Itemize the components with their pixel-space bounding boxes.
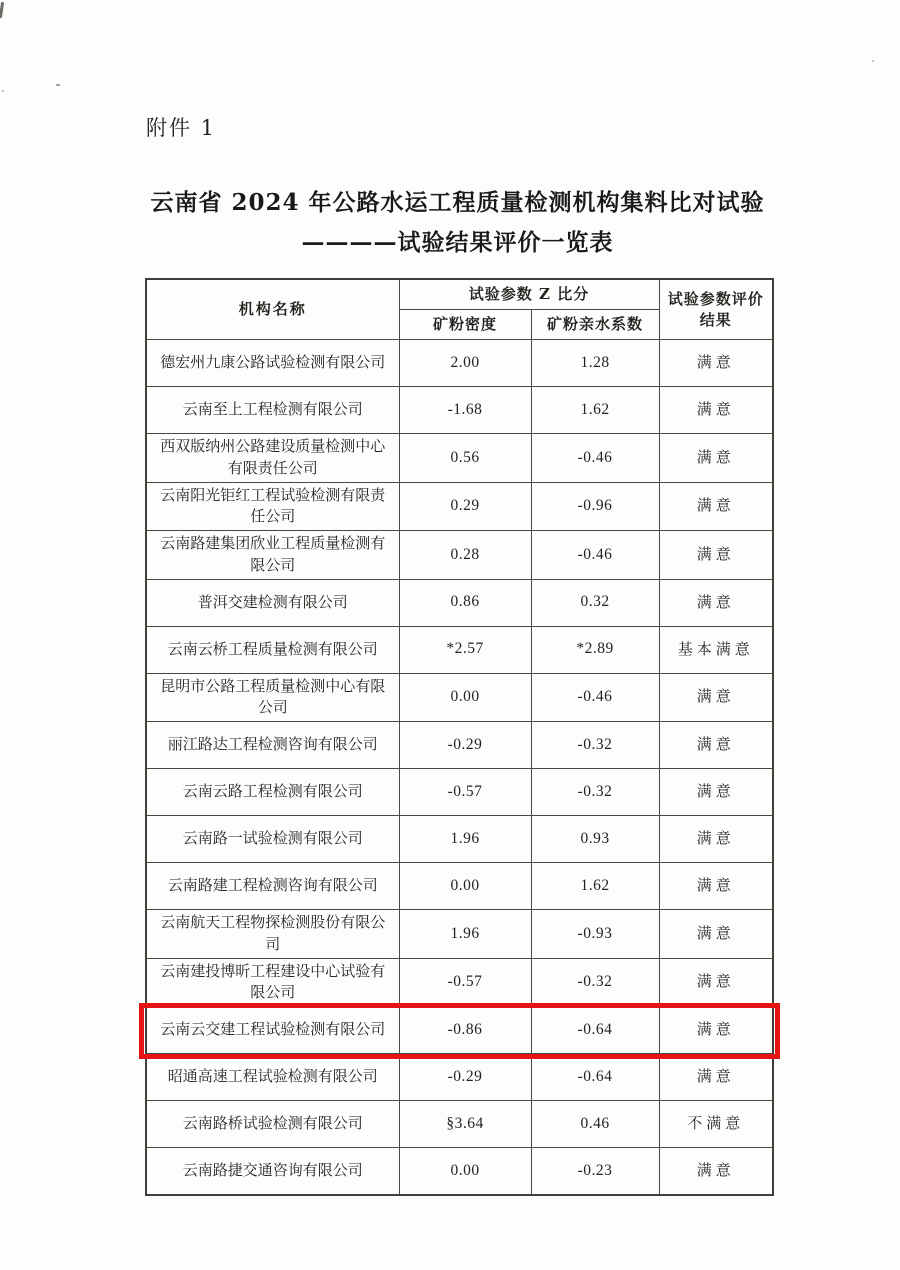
- hydrophilic-z-score-cell: -0.46: [531, 434, 659, 483]
- density-z-score-cell: -0.57: [399, 769, 531, 816]
- org-name-cell: 西双版纳州公路建设质量检测中心有限责任公司: [146, 434, 399, 483]
- header-hydrophilic-coefficient: 矿粉亲水系数: [531, 310, 659, 340]
- org-name-cell: 云南路建工程检测咨询有限公司: [146, 863, 399, 910]
- evaluation-result-cell: 满意: [659, 434, 773, 483]
- hydrophilic-z-score-cell: 1.62: [531, 387, 659, 434]
- hydrophilic-z-score-cell: -0.32: [531, 722, 659, 769]
- attachment-label: 附件 1: [146, 116, 217, 140]
- table-row: [146, 673, 773, 722]
- table-row: [146, 482, 773, 531]
- header-org-name: 机构名称: [146, 279, 399, 340]
- org-name-cell: 云南路桥试验检测有限公司: [146, 1101, 399, 1148]
- table-row: [146, 910, 773, 959]
- org-name-cell: 云南路捷交通咨询有限公司: [146, 1148, 399, 1196]
- density-z-score-cell: -0.57: [399, 958, 531, 1007]
- scan-artifact: [0, 2, 4, 18]
- org-name-cell: 云南云桥工程质量检测有限公司: [146, 626, 399, 673]
- scan-artifact: [2, 90, 4, 92]
- org-name-cell: 云南阳光钜红工程试验检测有限责任公司: [146, 482, 399, 531]
- hydrophilic-z-score-cell: -0.32: [531, 769, 659, 816]
- org-name-cell: 云南航天工程物探检测股份有限公司: [146, 910, 399, 959]
- density-z-score-cell: 1.96: [399, 816, 531, 863]
- evaluation-result-cell: 不满意: [659, 1101, 773, 1148]
- hydrophilic-z-score-cell: -0.32: [531, 958, 659, 1007]
- table-row: [146, 863, 773, 910]
- hydrophilic-z-score-cell: -0.23: [531, 1148, 659, 1196]
- density-z-score-cell: 0.29: [399, 482, 531, 531]
- evaluation-result-cell: 满意: [659, 816, 773, 863]
- density-z-score-cell: *2.57: [399, 626, 531, 673]
- results-table: [145, 278, 774, 1196]
- table-row: [146, 958, 773, 1007]
- table-row: [146, 1007, 773, 1054]
- evaluation-result-cell: 满意: [659, 1007, 773, 1054]
- hydrophilic-z-score-cell: 1.28: [531, 340, 659, 387]
- density-z-score-cell: 2.00: [399, 340, 531, 387]
- density-z-score-cell: 0.00: [399, 1148, 531, 1196]
- evaluation-result-cell: 满意: [659, 579, 773, 626]
- org-name-cell: 云南路一试验检测有限公司: [146, 816, 399, 863]
- density-z-score-cell: -0.29: [399, 1054, 531, 1101]
- evaluation-result-cell: 满意: [659, 1148, 773, 1196]
- org-name-cell: 云南云路工程检测有限公司: [146, 769, 399, 816]
- density-z-score-cell: -0.29: [399, 722, 531, 769]
- org-name-cell: 云南路建集团欣业工程质量检测有限公司: [146, 531, 399, 580]
- org-name-cell: 普洱交建检测有限公司: [146, 579, 399, 626]
- table-body: [146, 340, 773, 1196]
- table-row: [146, 1148, 773, 1196]
- hydrophilic-z-score-cell: -0.96: [531, 482, 659, 531]
- org-name-cell: 昆明市公路工程质量检测中心有限公司: [146, 673, 399, 722]
- density-z-score-cell: 0.28: [399, 531, 531, 580]
- org-name-cell: 云南至上工程检测有限公司: [146, 387, 399, 434]
- org-name-cell: 云南云交建工程试验检测有限公司: [146, 1007, 399, 1054]
- title-line-1: 云南省 2024 年公路水运工程质量检测机构集料比对试验: [150, 189, 765, 216]
- density-z-score-cell: §3.64: [399, 1101, 531, 1148]
- org-name-cell: 昭通高速工程试验检测有限公司: [146, 1054, 399, 1101]
- table-row: [146, 340, 773, 387]
- title-line-2: ————试验结果评价一览表: [301, 229, 614, 256]
- table-row: [146, 1054, 773, 1101]
- density-z-score-cell: 0.56: [399, 434, 531, 483]
- evaluation-result-cell: 满意: [659, 863, 773, 910]
- evaluation-result-cell: 满意: [659, 1054, 773, 1101]
- table-row: [146, 1101, 773, 1148]
- header-z-score-group: 试验参数 Z 比分: [399, 279, 659, 310]
- table-row: [146, 434, 773, 483]
- table-header: [146, 279, 773, 340]
- density-z-score-cell: 0.86: [399, 579, 531, 626]
- density-z-score-cell: 1.96: [399, 910, 531, 959]
- evaluation-result-cell: 满意: [659, 387, 773, 434]
- evaluation-result-cell: 基本满意: [659, 626, 773, 673]
- header-evaluation-result: 试验参数评价结果: [659, 279, 773, 340]
- table-row: [146, 769, 773, 816]
- table-row: [146, 626, 773, 673]
- evaluation-result-cell: 满意: [659, 910, 773, 959]
- header-mineral-powder-density: 矿粉密度: [399, 310, 531, 340]
- hydrophilic-z-score-cell: -0.64: [531, 1007, 659, 1054]
- density-z-score-cell: 0.00: [399, 673, 531, 722]
- table-row: [146, 816, 773, 863]
- scan-artifact: [56, 84, 60, 86]
- evaluation-result-cell: 满意: [659, 531, 773, 580]
- org-name-cell: 云南建投博昕工程建设中心试验有限公司: [146, 958, 399, 1007]
- hydrophilic-z-score-cell: 0.93: [531, 816, 659, 863]
- density-z-score-cell: 0.00: [399, 863, 531, 910]
- hydrophilic-z-score-cell: *2.89: [531, 626, 659, 673]
- hydrophilic-z-score-cell: -0.64: [531, 1054, 659, 1101]
- table-row: [146, 387, 773, 434]
- evaluation-result-cell: 满意: [659, 769, 773, 816]
- hydrophilic-z-score-cell: 1.62: [531, 863, 659, 910]
- table-row: [146, 722, 773, 769]
- hydrophilic-z-score-cell: -0.46: [531, 531, 659, 580]
- evaluation-result-cell: 满意: [659, 722, 773, 769]
- density-z-score-cell: -0.86: [399, 1007, 531, 1054]
- evaluation-result-cell: 满意: [659, 482, 773, 531]
- hydrophilic-z-score-cell: 0.32: [531, 579, 659, 626]
- hydrophilic-z-score-cell: 0.46: [531, 1101, 659, 1148]
- document-title: [110, 183, 805, 263]
- scan-artifact: [872, 60, 874, 62]
- hydrophilic-z-score-cell: -0.93: [531, 910, 659, 959]
- evaluation-result-cell: 满意: [659, 673, 773, 722]
- table-row: [146, 531, 773, 580]
- hydrophilic-z-score-cell: -0.46: [531, 673, 659, 722]
- org-name-cell: 丽江路达工程检测咨询有限公司: [146, 722, 399, 769]
- evaluation-result-cell: 满意: [659, 958, 773, 1007]
- table-row: [146, 579, 773, 626]
- evaluation-result-cell: 满意: [659, 340, 773, 387]
- density-z-score-cell: -1.68: [399, 387, 531, 434]
- org-name-cell: 德宏州九康公路试验检测有限公司: [146, 340, 399, 387]
